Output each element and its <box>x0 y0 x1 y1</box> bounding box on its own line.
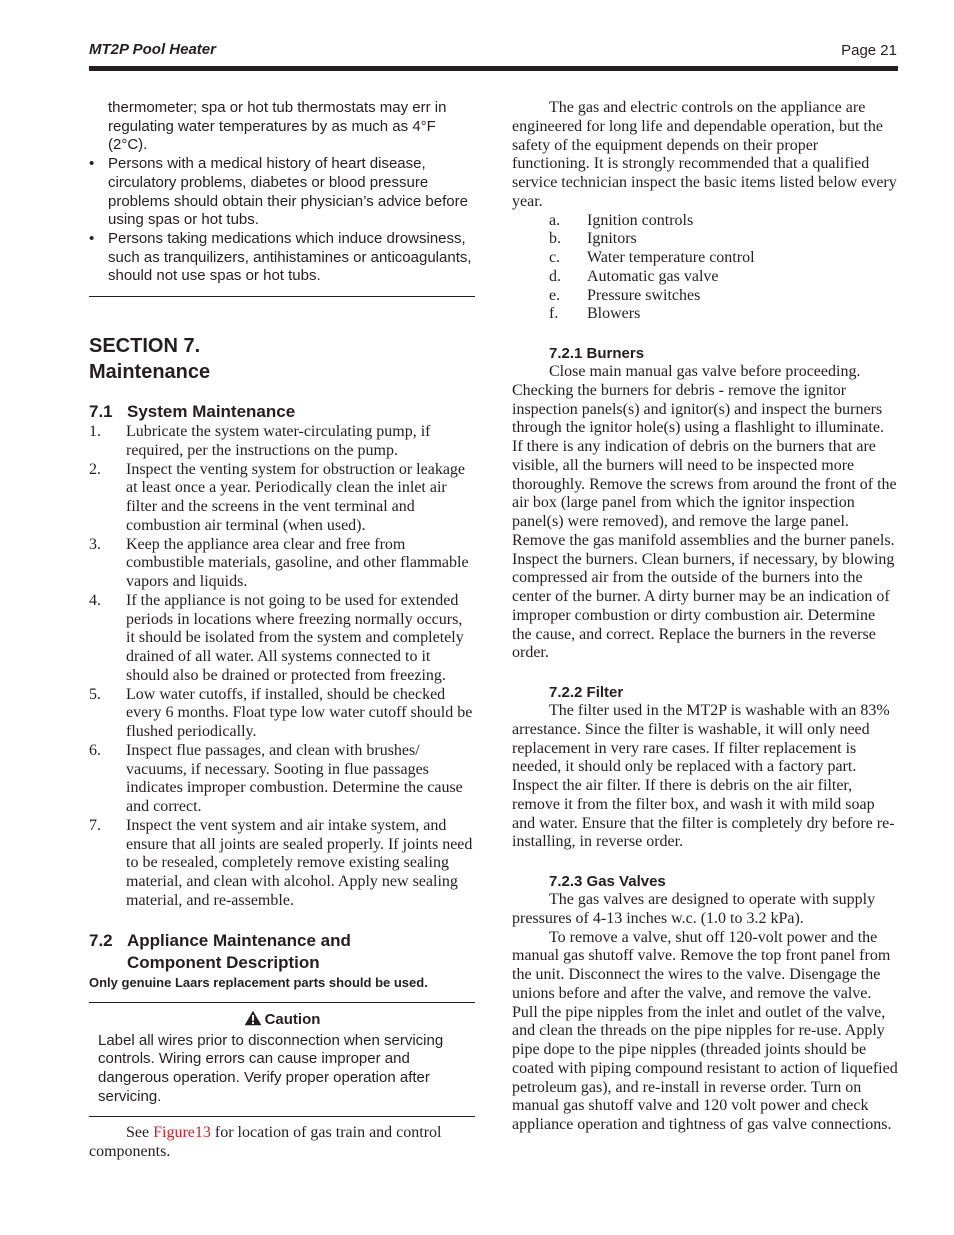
list-item-text: Ignition controls <box>587 211 694 229</box>
list-item-marker: a. <box>549 211 561 229</box>
burners-paragraph: Close main manual gas valve before proceeding. Checking the burners for debris - remove the ignitor inspection panels(s) and ignitor(s) and inspect the burners through the ignitor hole(s) using a flashlight to illuminate. If there is any indication of debris on the burners that are visible, all the burners will need to be inspected more thoroughly. Remove the screws from around the front of the air box (large panel from which the ignitor inspection panel(s) were removed), and remove the large panel. Remove the gas manifold assemblies and the burner panels. Inspect the burners. Clean burners, if necessary, by blowing compressed air from the outside of the burners into the center of the burner. A dirty burner may be an indication of improper combustion or dirty combustion air. Determine the cause, and correct. Replace the burners in the reverse order. <box>512 363 897 662</box>
bullet-marker: • <box>89 155 95 173</box>
section-number: SECTION 7. <box>89 335 201 358</box>
left-column <box>89 99 475 1162</box>
checklist-item <box>512 230 898 249</box>
list-item-marker: 4. <box>89 591 101 609</box>
subsection-number: 7.2 <box>89 930 113 950</box>
filter-heading: 7.2.2 Filter <box>549 684 624 701</box>
list-item-marker: b. <box>549 230 561 248</box>
list-item-text: Lubricate the system water-circulating pump, if required, per the instructions on the pump. <box>126 423 431 459</box>
filter-paragraph: The filter used in the MT2P is washable with an 83% arrestance. Since the filter is washable, it will only need replacement in very rare cases. If filter replacement is needed, it should only be replaced with a factory part. Inspect the air filter. If there is debris on the air filter, remove it from the filter box, and wash it with mild soap and water. Ensure that the filter is completely dry before re-installing, in reverse order. <box>512 702 895 851</box>
bullet-text: Persons with a medical history of heart disease, circulatory problems, diabetes or blood pressure problems should obtain their physician’s advice before using spas or hot tubs. <box>108 155 468 229</box>
list-item-text: Water temperature control <box>587 249 755 266</box>
list-item-marker: 6. <box>89 741 101 759</box>
section-divider <box>89 296 475 297</box>
checklist-item <box>512 249 898 268</box>
list-item-marker: 7. <box>89 816 101 834</box>
intro-paragraph: The gas and electric controls on the appliance are engineered for long life and dependable operation, but the safety of the equipment depends on their proper functioning. It is strongly recommended that a qualified service technician inspect the basic items listed below every year. <box>512 99 897 210</box>
checklist-item <box>512 305 898 324</box>
maintenance-list-item <box>89 686 475 742</box>
list-item-marker: 3. <box>89 535 101 553</box>
page-number: Page 21 <box>841 42 897 59</box>
list-item-marker: d. <box>549 267 561 285</box>
bullet-item <box>89 230 475 286</box>
warning-triangle-icon <box>244 1010 262 1032</box>
subsection-title-line: Appliance Maintenance and <box>127 930 351 950</box>
bullet-item <box>89 155 475 230</box>
list-item-text: Ignitors <box>587 230 637 248</box>
list-item-marker: 5. <box>89 685 101 703</box>
document-title: MT2P Pool Heater <box>89 41 216 58</box>
subsection-title: System Maintenance <box>127 402 296 422</box>
inspection-checklist <box>512 212 898 325</box>
burners-heading: 7.2.1 Burners <box>549 345 645 362</box>
checklist-item <box>512 287 898 306</box>
caution-bottom-rule <box>89 1116 475 1117</box>
gas-valves-paragraph-1: The gas valves are designed to operate with supply pressures of 4-13 inches w.c. (1.0 to 3.2 kPa). <box>512 891 876 927</box>
caution-text: Label all wires prior to disconnection when servicing controls. Wiring errors can cause improper and dangerous operation. Verify proper operation after servicing. <box>98 1031 444 1105</box>
list-item-text: Inspect flue passages, and clean with brushes/ vacuums, if necessary. Sooting in flue passages indicates improper combustion. Determine the cause and correct. <box>126 741 463 816</box>
see-text: See <box>126 1124 154 1142</box>
list-item-marker: e. <box>549 286 561 304</box>
maintenance-list-item <box>89 742 475 817</box>
subsection-title-line: Component Description <box>127 952 320 972</box>
right-column <box>512 99 898 1135</box>
list-item-marker: c. <box>549 249 561 266</box>
figure-reference-paragraph <box>89 1124 475 1162</box>
section-name: Maintenance <box>89 361 211 384</box>
bullet-marker: • <box>89 229 95 247</box>
system-maintenance-list <box>89 423 475 911</box>
list-item-marker: f. <box>549 305 559 323</box>
checklist-item <box>512 212 898 231</box>
gas-valves-paragraph-2: To remove a valve, shut off 120-volt power and the manual gas shutoff valve. Remove the top front panel from the unit. Disconnect the wires to the valve. Disengage the unions before and after the valve, and remove the valve. Pull the pipe nipples from the inlet and outlet of the valve, and clean the threads on the pipe nipples for re-use. Apply pipe dope to the pipe nipples (threaded joints should be coated with piping compound resistant to action of liquefied petroleum gas), and re-install in reverse order. Turn on manual gas shutoff valve and 120 volt power and check appliance operation and tightness of gas valve connections. <box>512 928 898 1133</box>
subsection-heading-7-1 <box>89 401 475 423</box>
caution-label: Caution <box>264 1010 321 1028</box>
subsection-heading-7-2 <box>89 930 475 974</box>
maintenance-list-item <box>89 423 475 461</box>
maintenance-list-item <box>89 536 475 592</box>
bullet-text: Persons taking medications which induce drowsiness, such as tranquilizers, antihistamines or anticoagulants, should not use spas or hot tubs. <box>108 229 472 285</box>
bullet-text: thermometer; spa or hot tub thermostats may err in regulating water temperatures by as much as 4°F (2°C). <box>108 99 447 154</box>
section-heading <box>89 333 475 385</box>
list-item-text: Low water cutoffs, if installed, should be checked every 6 months. Float type low water cutoff should be flushed periodically. <box>126 685 473 741</box>
parts-note: Only genuine Laars replacement parts should be used. <box>89 974 428 990</box>
bullet-continuation <box>89 99 475 155</box>
maintenance-list-item <box>89 817 475 911</box>
list-item-text: Blowers <box>587 305 641 323</box>
gas-valves-heading: 7.2.3 Gas Valves <box>549 873 666 890</box>
list-item-text: Automatic gas valve <box>587 267 719 285</box>
figure-link[interactable]: Figure13 <box>153 1124 211 1142</box>
subsection-title <box>127 930 351 974</box>
maintenance-list-item <box>89 592 475 686</box>
subsection-number: 7.1 <box>89 402 113 422</box>
list-item-text: Keep the appliance area clear and free from combustible materials, gasoline, and other flammable vapors and liquids. <box>126 535 469 591</box>
list-item-marker: 2. <box>89 460 101 478</box>
checklist-item <box>512 268 898 287</box>
list-item-marker: 1. <box>89 423 101 441</box>
see-text-tail: for location of gas train and control components. <box>89 1124 442 1161</box>
maintenance-list-item <box>89 461 475 536</box>
list-item-text: If the appliance is not going to be used for extended periods in locations where freezing normally occurs, it should be isolated from the system and completely drained of all water. All systems connected to it should also be drained or protected from freezing. <box>126 591 464 684</box>
list-item-text: Inspect the venting system for obstruction or leakage at least once a year. Periodically clean the inlet air filter and the screens in the vent terminal and combustion air terminal (when used). <box>126 460 466 534</box>
caution-heading <box>98 1010 466 1032</box>
header-rule <box>89 66 898 71</box>
list-item-text: Inspect the vent system and air intake system, and ensure that all joints are sealed properly. If joints need to be resealed, completely remove existing sealing material, and clean with alcohol. Apply new sealing material, and re-assemble. <box>126 816 473 909</box>
caution-box <box>89 1003 475 1117</box>
list-item-text: Pressure switches <box>587 286 701 304</box>
safety-bullet-list <box>89 99 475 286</box>
